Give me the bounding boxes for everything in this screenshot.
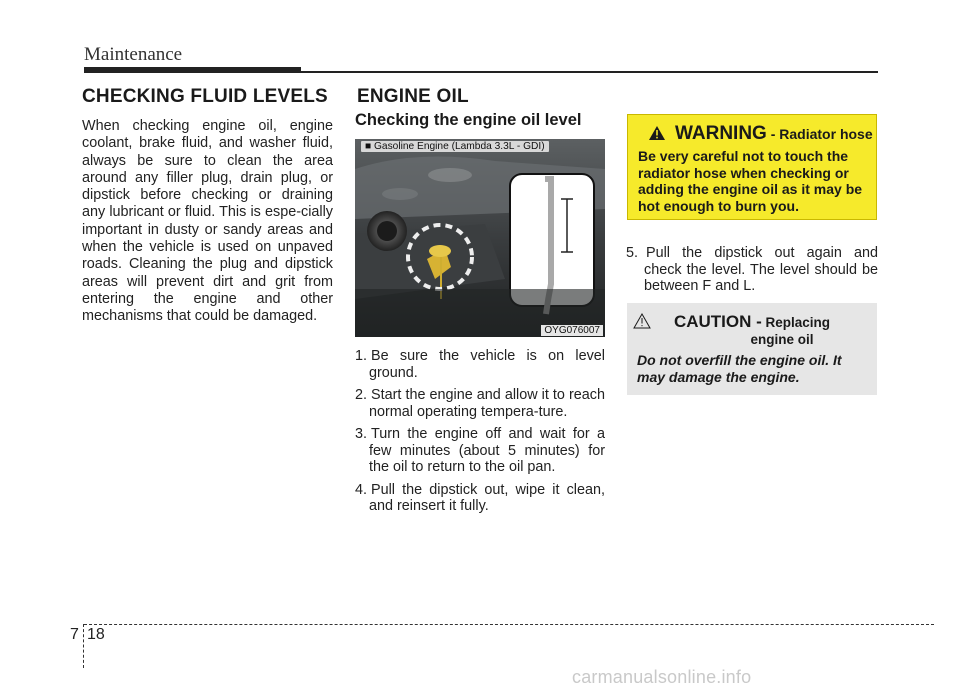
warning-heading <box>649 123 873 145</box>
header-rule-thick <box>84 67 301 73</box>
warning-box <box>627 114 877 220</box>
warning-title: WARNING <box>675 123 767 144</box>
figure-caption: ■ Gasoline Engine (Lambda 3.3L - GDI) <box>361 141 549 152</box>
list-item: 2. Start the engine and allow it to reach normal operating tempera-ture. <box>355 387 605 420</box>
page-number: 18 <box>87 626 105 643</box>
fluid-levels-paragraph: When checking engine oil, engine coolant, brake fluid, and washer fluid, always be sure to clean the area around any filler plug, drain plug, or dipstick before checking or draining any lubricant or fluid. This is espe-cially important in dusty or sandy areas and when the vehicle is used on unpaved roads. Cleaning the plug and dipstick areas will prevent dirt and grit from entering the engine and other mechanisms that could be damaged. <box>82 118 333 325</box>
header-rule-thin <box>301 71 878 73</box>
section-title: Maintenance <box>84 44 183 65</box>
footer-divider <box>83 624 84 668</box>
list-item: 1. Be sure the vehicle is on level ground. <box>355 348 605 381</box>
engine-bay-illustration <box>355 139 605 337</box>
caution-subtitle: Replacing <box>761 315 831 330</box>
footer-rule <box>84 624 934 625</box>
caution-title: CAUTION - <box>673 312 762 331</box>
heading-checking-fluid-levels: CHECKING FLUID LEVELS <box>82 86 328 107</box>
caution-subtitle-line2: engine oil <box>750 332 814 347</box>
warning-body: Be very careful not to touch the radiator hose when checking or adding the engine oil as it may be hot enough to burn you. <box>638 148 863 214</box>
figure-code: OYG076007 <box>541 325 603 336</box>
heading-engine-oil: ENGINE OIL <box>357 86 469 107</box>
steps-list <box>355 348 605 521</box>
chapter-number: 7 <box>70 626 79 643</box>
list-item: 4. Pull the dipstick out, wipe it clean, and reinsert it fully. <box>355 481 605 514</box>
engine-oil-figure <box>355 139 605 337</box>
caution-box <box>627 303 877 395</box>
warning-triangle-icon <box>649 126 665 140</box>
site-watermark: carmanualsonline.info <box>572 667 752 687</box>
subheading-checking-oil-level: Checking the engine oil level <box>355 111 582 129</box>
caution-heading <box>637 312 867 332</box>
list-item: 5. Pull the dipstick out again and check the level. The level should be between F and L. <box>626 245 878 294</box>
caution-body: Do not overfill the engine oil. It may damage the engine. <box>637 352 842 385</box>
list-item: 3. Turn the engine off and wait for a few minutes (about 5 minutes) for the oil to return to the oil pan. <box>355 426 605 475</box>
warning-subtitle: - Radiator hose <box>766 126 873 142</box>
